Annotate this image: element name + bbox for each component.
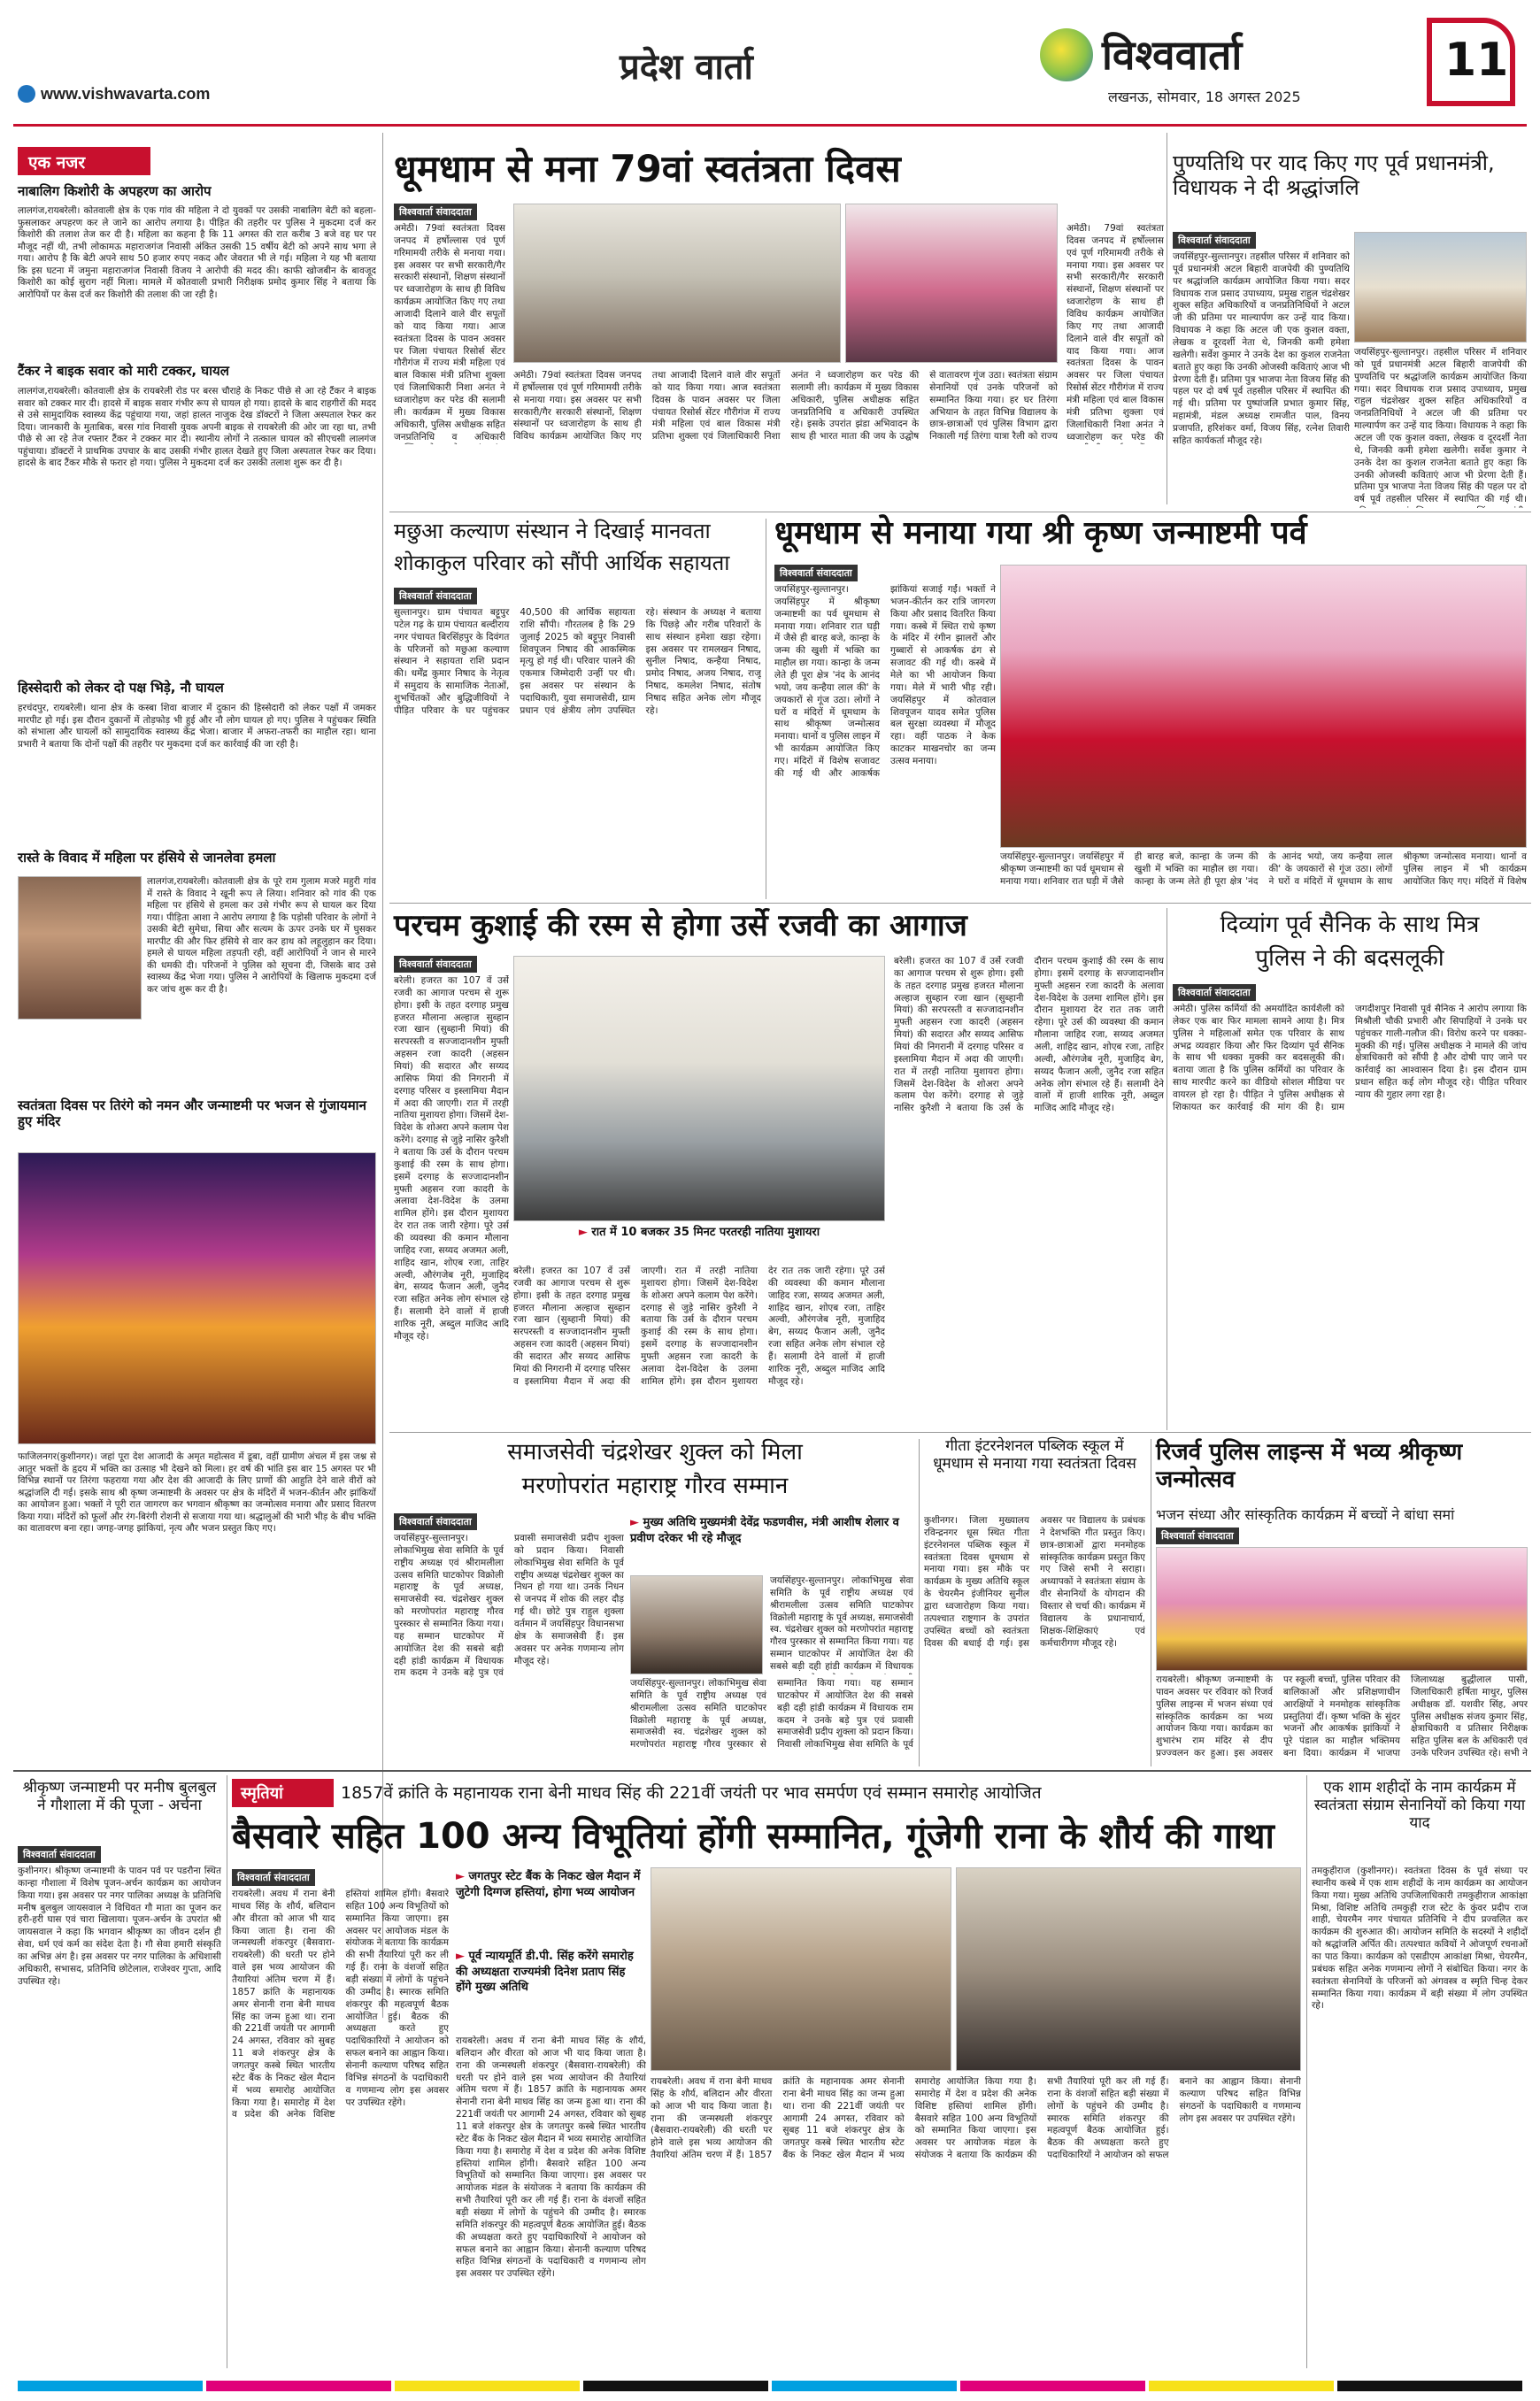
reg-swatch — [18, 2381, 203, 2391]
story8-headline: गीता इंटरनेशनल पब्लिक स्कूल में धूमधाम से मनाया गया स्वतंत्रता दिवस — [933, 1437, 1136, 1474]
left-item-4-head: रास्ते के विवाद में महिला पर हंसिये से जानलेवा हमला — [18, 850, 276, 866]
smritiyan-col-c: रायबरेली। अवध में राना बेनी माधव सिंह के शौर्य, बलिदान और वीरता को आज भी याद किया जाता है। राना की जन्मस्थली शंकरपुर (बैसवारा-रायबरेली) की धरती पर होने वाले इस भव्य आयोजन की तैयारियां अंतिम चरण में हैं। 1857 क्रांति के महानायक अमर सेनानी राना बेनी माधव सिंह का जन्म हुआ था। राना की 221वीं जयंती पर आगामी 24 अगस्त, रविवार को सुबह 11 बजे शंकरपुर क्षेत्र के जगतपुर कस्बे स्थित भारतीय स्टेट बैंक के निकट खेल मैदान में भव्य समारोह आयोजित किया गया है। समारोह में देश व प्रदेश की अनेक विशिष्ट हस्तियां शामिल होंगी। बैसवारे सहित 100 अन्य विभूतियों को सम्मानित किया जाएगा। इस अवसर पर आयोजक मंडल के संयोजक ने बताया कि कार्यक्रम की सभी तैयारियां पूरी कर ली गई हैं। राना के वंशजों सहित बड़ी संख्या में लोगों के पहुंचने की उम्मीद है। स्मारक समिति शंकरपुर की महत्वपूर्ण बैठक आयोजित हुई। बैठक की अध्यक्षता करते हुए पदाधिकारियों ने आयोजन को सफल बनाने का आह्वान किया। सेनानी कल्याण परिषद सहित विभिन्न संगठनों के पदाधिकारी व गणमान्य लोग इस अवसर पर उपस्थित रहेंगे। — [651, 2076, 1301, 2161]
left-item-3-body: हरचंदपुर, रायबरेली। थाना क्षेत्र के कस्बा शिवा बाजार में दुकान की हिस्सेदारी को लेकर पक्षों में जमकर मारपीट हो गई। इस दौरान दुकानों में तोड़फोड़ भी हुई और नौ लोग घायल हो गए। पुलिस ने पहुंचकर स्थिति को संभाला और घायलों को सामुदायिक स्वास्थ्य केंद्र भेजा। बाजार में अफरा-तफरी का माहौल रहा। थाना प्रभारी ने बताया कि दोनों पक्षों की तहरीर पर मुकदमा दर्ज कर कार्रवाई की जा रही है। — [18, 703, 376, 750]
story7-divider — [919, 1439, 920, 1766]
story7-headline-2: मरणोपरांत महाराष्ट्र गौरव सम्मान — [521, 1473, 789, 1499]
story9-byline: विश्ववार्ता संवाददाता — [1156, 1528, 1239, 1544]
story5-col-b: बरेली। हजरत का 107 वें उर्से रजवी का आगाज परचम से शुरू होगा। इसी के तहत दरगाह प्रमुख हजरत मौलाना अल्हाज सुब्हान रजा खान (सुब्हानी मियां) की सरपरस्ती व सज्जादानशीन मुफ्ती अहसन रजा कादरी (अहसन मियां) की सदारत और सय्यद आसिफ मियां की निगरानी में दरगाह परिसर व इस्लामिया मैदान में अदा की जाएगी। रात में तरही नातिया मुशायरा होगा। जिसमें देश-विदेश के शोअरा अपने कलाम पेश करेंगे। दरगाह से जुड़े नासिर कुरैशी ने बताया कि उर्स के दौरान परचम कुशाई की रस्म के साथ होगा। इसमें दरगाह के सज्जादानशीन मुफ्ती अहसन रजा कादरी के अलावा देश-विदेश के उलमा शामिल होंगे। इस दौरान मुशायरा देर रात तक जारी रहेगा। पूरे उर्स की व्यवस्था की कमान मौलाना जाहिद रजा, सय्यद अजमत अली, शाहिद खान, शोएब रजा, ताहिर अल्वी, औरंगजेब नूरी, मुजाहिद बेग, सय्यद फैजान अली, जुनैद रजा सहित अनेक लोग संभाल रहे हैं। सलामी देने वालों में हाजी शारिक नूरी, अब्दुल माजिद आदि मौजूद रहे। — [513, 1266, 885, 1387]
left-divider — [382, 133, 383, 2018]
page-number: 11 — [1444, 34, 1509, 87]
left-item-2-body: लालगंज,रायबरेली। कोतवाली क्षेत्र के रायबरेली रोड पर बरस चौराहे के निकट पीछे से आ रहे टैंकर ने बाइक सवार को टक्कर मार दी। हादसे में बाइक सवार गंभीर रूप से घायल हो गया। हादसे के बाद राहगीरों की मदद से उसे सामुदायिक स्वास्थ्य केंद्र पहुंचाया गया, जहां हालत नाजुक देख डॉक्टरों ने जिला अस्पताल रेफर कर दिया। जानकारी के मुताबिक, बरस गांव निवासी युवक अपनी बाइक से रायबरेली की ओर जा रहा था, तभी पीछे से आ रहे तेज रफ्तार टैंकर ने टक्कर मार दी। स्थानीय लोगों ने तत्काल घायल को सीएचसी लालगंज पहुंचाया। डॉक्टरों ने प्राथमिक उपचार के बाद उसकी गंभीर हालत देखते हुए जिला अस्पताल रेफर कर दिया। हादसे के बाद टैंकर मौके से फरार हो गया। पुलिस ने मुकदमा दर्ज कर उसकी तलाश शुरू कर दी है। — [18, 386, 376, 469]
story11-body: तमकुहीराज (कुशीनगर)। स्वतंत्रता दिवस के पूर्व संध्या पर स्थानीय कस्बे में एक शाम शहीदों के नाम कार्यक्रम का आयोजन किया गया। मुख्य अतिथि उपजिलाधिकारी तमकुहीराज आकांक्षा मिश्रा, विशिष्ट अतिथि तमकुही राज स्टेट के कुंवर प्रदीप राज शाही, चेयरमैन नगर पंचायत प्रतिनिधि ने दीप प्रज्वलित कर कार्यक्रम की शुरुआत की। आयोजन समिति के सदस्यों ने शहीदों को श्रद्धांजलि अर्पित की। तत्पश्चात कवियों ने ओजपूर्ण रचनाओं का पाठ किया। कार्यक्रम को एसडीएम आकांक्षा मिश्रा, चेयरमैन, प्रबंधक सहित अनेक गणमान्य लोगों ने संबोधित किया। नगर के स्वतंत्रता सेनानियों के परिजनों को अंगवस्त्र व स्मृति चिन्ह देकर सम्मानित किया गया। कार्यक्रम में बड़ी संख्या में लोग उपस्थित रहे। — [1312, 1866, 1528, 2012]
reg-swatch — [1149, 2381, 1334, 2391]
paper-name: विश्ववार्ता — [1102, 31, 1243, 79]
story5-byline: विश्ववार्ता संवाददाता — [394, 956, 477, 973]
story5-photo — [513, 956, 885, 1221]
reg-swatch — [772, 2381, 957, 2391]
story3-byline: विश्ववार्ता संवाददाता — [394, 588, 477, 604]
rule-3 — [389, 1432, 1531, 1433]
story1-headline: धूमधाम से मना 79वां स्वतंत्रता दिवस — [394, 147, 901, 190]
story6-headline-1: दिव्यांग पूर्व सैनिक के साथ मित्र — [1220, 912, 1480, 938]
story1-col-c: अमेठी। 79वां स्वतंत्रता दिवस जनपद में हर्षोल्लास एवं पूर्ण गरिमामयी तरीके से मनाया गया। इस अवसर पर सभी सरकारी/गैर सरकारी संस्थानों, शिक्षण संस्थानों पर ध्वजारोहण के साथ ही विविध कार्यक्रम आयोजित किए गए तथा आजादी दिलाने वाले वीर सपूतों को याद किया गया। आज स्वतंत्रता दिवस के पावन अवसर पर जिला पंचायत रिसोर्स सेंटर गौरीगंज में राज्य मंत्री महिला एवं बाल विकास मंत्री प्रतिभा शुक्ला एवं जिलाधिकारी निशा अनंत ने ध्वजारोहण कर परेड की — [1066, 223, 1164, 442]
left-item-5-head: स्वतंत्रता दिवस पर तिरंगे को नमन और जन्माष्टमी पर भजन से गुंजायमान हुए मंदिर — [18, 1097, 366, 1129]
story7-headline-1: समाजसेवी चंद्रशेखर शुक्ल को मिला — [507, 1439, 803, 1466]
story7-pullquote — [630, 1515, 913, 1546]
globe-icon — [18, 85, 35, 103]
story9-subhead: भजन संध्या और सांस्कृतिक कार्यक्रम में बच्चों ने बांधा समां — [1156, 1506, 1455, 1523]
woman-photo — [18, 876, 142, 1020]
masthead-rule — [13, 124, 1527, 127]
story7-byline: विश्ववार्ता संवाददाता — [394, 1513, 477, 1530]
smritiyan-bullet-1-text: जगतपुर स्टेट बैंक के निकट खेल मैदान में जुटेगी दिग्गज हस्तियां, होगा भव्य आयोजन — [456, 1870, 641, 1899]
story11-headline: एक शाम शहीदों के नाम कार्यक्रम में स्वतंत्रता संग्राम सेनानियों को किया गया याद — [1313, 1779, 1526, 1833]
smritiyan-bullet-2-text: पूर्व न्यायमूर्ति डी.पी. सिंह करेंगे समारोह की अध्यक्षता राज्यमंत्री दिनेश प्रताप सिंह होंगे मुख्य अतिथि — [456, 1950, 634, 1995]
story1-photo-ceremony — [513, 204, 841, 363]
story1-col-b: अमेठी। 79वां स्वतंत्रता दिवस जनपद में हर्षोल्लास एवं पूर्ण गरिमामयी तरीके से मनाया गया। इस अवसर पर सभी सरकारी/गैर सरकारी संस्थानों, शिक्षण संस्थानों पर ध्वजारोहण के साथ ही विविध कार्यक्रम आयोजित किए गए तथा आजादी दिलाने वाले वीर सपूतों को याद किया गया। आज स्वतंत्रता दिवस के पावन अवसर पर जिला पंचायत रिसोर्स सेंटर गौरीगंज में राज्य मंत्री महिला एवं बाल विकास मंत्री प्रतिभा शुक्ला एवं जिलाधिकारी निशा अनंत ने ध्वजारोहण कर परेड की सलामी ली। कार्यक्रम में मुख्य विकास अधिकारी, पुलिस अधीक्षक सहित जनप्रतिनिधि व अधिकारी उपस्थित रहे। इसके उपरांत झंडा अभिवादन के साथ ही भारत माता की जय के उद्घोष से वातावरण गूंज उठा। स्वतंत्रता संग्राम सेनानियों एवं उनके परिजनों को सम्मानित किया गया। हर घर तिरंगा अभियान के तहत विभिन्न विद्यालय के छात्र-छात्राओं एवं पुलिस विभाग द्वारा निकाली गई तिरंगा यात्रा रैली को राज्य — [513, 370, 1058, 442]
story1-byline: विश्ववार्ता संवाददाता — [394, 204, 477, 220]
bullet-1-icon: ► — [456, 1870, 469, 1883]
story2-byline: विश्ववार्ता संवाददाता — [1173, 232, 1256, 249]
left-item-1-head: नाबालिग किशोरी के अपहरण का आरोप — [18, 183, 212, 199]
story6-body: अमेठी। पुलिस कर्मियों की अमर्यादित कार्यशैली को लेकर एक बार फिर मामला सामने आया है। मित्र पुलिस ने महिलाओं समेत एक परिवार के साथ अभद्र व्यवहार किया और फिर दिव्यांग पूर्व सैनिक के साथ भी धक्का मुक्की कर बदसलूकी की। बताया जाता है कि पुलिस कर्मियों का परिवार के साथ मारपीट करने का वीडियो सोशल मीडिया पर वायरल हो रहा है। पीड़ित ने पुलिस अधीक्षक से शिकायत कर कार्रवाई की मांग की है। ग्राम जगदीशपुर निवासी पूर्व सैनिक ने आरोप लगाया कि मिश्रौली चौकी प्रभारी और सिपाहियों ने उनके घर पहुंचकर गाली-गलौज की। विरोध करने पर धक्का-मुक्की की गई। पुलिस अधीक्षक ने मामले की जांच क्षेत्राधिकारी को सौंपी है और दोषी पाए जाने पर कार्रवाई का आश्वासन दिया है। इस दौरान ग्राम प्रधान सहित कई लोग मौजूद रहे। पीड़ित परिवार न्याय की गुहार लगा रहा है। — [1173, 1004, 1527, 1112]
left-item-3-head: हिस्सेदारी को लेकर दो पक्ष भिड़े, नौ घायल — [18, 680, 224, 696]
story2-photo — [1354, 232, 1527, 342]
rule-2 — [389, 903, 1531, 904]
smritiyan-photo-1 — [651, 1867, 951, 2071]
story1-photo-women — [845, 204, 1058, 363]
story3-headline-2: शोकाकुल परिवार को सौंपी आर्थिक सहायता — [394, 550, 730, 575]
story5-headline: परचम कुशाई की रस्म से होगा उर्से रजवी का आगाज — [394, 908, 967, 943]
smritiyan-divider — [1306, 1775, 1307, 2368]
story7-photo — [630, 1575, 763, 1674]
smritiyan-kicker: 1857वें क्रांति के महानायक राना बेनी माधव सिंह की 221वीं जयंती पर भाव समर्पण एवं सम्मान समारोह आयोजित — [341, 1783, 1042, 1803]
story5-col-a: बरेली। हजरत का 107 वें उर्से रजवी का आगाज परचम से शुरू होगा। इसी के तहत दरगाह प्रमुख हजरत मौलाना अल्हाज सुब्हान रजा खान (सुब्हानी मियां) की सरपरस्ती व सज्जादानशीन मुफ्ती अहसन रजा कादरी (अहसन मियां) की सदारत और सय्यद आसिफ मियां की निगरानी में दरगाह परिसर व इस्लामिया मैदान में अदा की जाएगी। रात में तरही नातिया मुशायरा होगा। जिसमें देश-विदेश के शोअरा अपने कलाम पेश करेंगे। दरगाह से जुड़े नासिर कुरैशी ने बताया कि उर्स के दौरान परचम कुशाई की रस्म के साथ होगा। इसमें दरगाह के सज्जादानशीन मुफ्ती अहसन रजा कादरी के अलावा देश-विदेश के उलमा शामिल होंगे। इस दौरान मुशायरा देर रात तक जारी रहेगा। पूरे उर्स की व्यवस्था की कमान मौलाना जाहिद रजा, सय्यद अजमत अली, शाहिद खान, शोएब रजा, ताहिर अल्वी, औरंगजेब नूरी, मुजाहिद बेग, सय्यद फैजान अली, जुनैद रजा सहित अनेक लोग संभाल रहे हैं। सलामी देने वालों में हाजी शारिक नूरी, अब्दुल माजिद आदि मौजूद रहे। — [394, 975, 509, 1342]
story7-col-b: जयसिंहपुर-सुल्तानपुर। लोकाभिमुख सेवा समिति के पूर्व राष्ट्रीय अध्यक्ष एवं श्रीरामलीला उत्सव समिति घाटकोपर विक्रोली महाराष्ट्र के पूर्व अध्यक्ष, समाजसेवी स्व. चंद्रशेखर शुक्ल को मरणोपरांत महाराष्ट्र गौरव पुरस्कार से सम्मानित किया गया। यह सम्मान घाटकोपर में आयोजित देश की सबसे बड़ी दही हांडी कार्यक्रम में विधायक राम कदम ने उनके बड़े पुत्र एवं प्रवासी समाजसेवी प्रदीप शुक्ला को प्रदान किया। निवासी लोकाभिमुख सेवा समिति के पूर्व — [630, 1678, 913, 1751]
dateline: लखनऊ, सोमवार, 18 अगस्त 2025 — [1108, 88, 1301, 105]
story10-headline: श्रीकृष्ण जन्माष्टमी पर मनीष बुलबुल ने गौशाला में की पूजा - अर्चना — [22, 1779, 217, 1815]
story2-body-b: जयसिंहपुर-सुल्तानपुर। तहसील परिसर में शनिवार को पूर्व प्रधानमंत्री अटल बिहारी वाजपेयी की पुण्यतिथि पर श्रद्धांजलि कार्यक्रम आयोजित किया गया। सदर विधायक राज प्रसाद उपाध्याय, प्रमुख राहुल चंद्रशेखर शुक्ल सहित अधिकारियों व जनप्रतिनिधियों ने अटल जी की प्रतिमा पर माल्यार्पण कर उन्हें याद किया। विधायक ने कहा कि अटल जी एक कुशल वक्ता, लेखक व दूरदर्शी नेता थे, जिनकी कमी हमेशा खलेगी। सर्वेश कुमार ने उनके देश का कुशल राजनेता बताते हुए कहा कि उनकी ओजस्वी कविताएं आज भी प्रेरणा देती हैं। प्रतिमा पुत्र भाजपा नेता विजय सिंह की पहल पर दो वर्ष पूर्व तहसील परिसर में स्थापित की गई थी। — [1354, 347, 1527, 505]
story8-body: कुशीनगर। जिला मुख्यालय रविन्द्रनगर धूस स्थित गीता इंटरनेशनल पब्लिक स्कूल में स्वतंत्रता दिवस धूमधाम से मनाया गया। इस मौके पर कार्यक्रम के मुख्य अतिथि स्कूल के चेयरमैन इंजीनियर सुनील द्वारा ध्वजारोहण किया गया। तत्पश्चात राष्ट्रगान के उपरांत उपस्थित बच्चों को स्वतंत्रता दिवस की बधाई दी गई। इस अवसर पर विद्यालय के प्रबंधक ने देशभक्ति गीत प्रस्तुत किए। छात्र-छात्राओं द्वारा मनमोहक सांस्कृतिक कार्यक्रम प्रस्तुत किए गए जिसे सभी ने सराहा। अध्यापकों ने स्वतंत्रता संग्राम के वीर सेनानियों के योगदान की विस्तार से चर्चा की। कार्यक्रम में विद्यालय के प्रधानाचार्य, शिक्षक-शिक्षिकाएं एवं कर्मचारीगण मौजूद रहे। — [924, 1515, 1145, 1649]
reg-swatch — [1337, 2381, 1522, 2391]
story7-col-c: जयसिंहपुर-सुल्तानपुर। लोकाभिमुख सेवा समिति के पूर्व राष्ट्रीय अध्यक्ष एवं श्रीरामलीला उत्सव समिति घाटकोपर विक्रोली महाराष्ट्र के पूर्व अध्यक्ष, समाजसेवी स्व. चंद्रशेखर शुक्ल को मरणोपरांत महाराष्ट्र गौरव पुरस्कार से सम्मानित किया गया। यह सम्मान घाटकोपर में आयोजित देश की सबसे बड़ी दही हांडी कार्यक्रम में विधायक — [770, 1575, 913, 1673]
smritiyan-col-a: रायबरेली। अवध में राना बेनी माधव सिंह के शौर्य, बलिदान और वीरता को आज भी याद किया जाता है। राना की जन्मस्थली शंकरपुर (बैसवारा-रायबरेली) की धरती पर होने वाले इस भव्य आयोजन की तैयारियां अंतिम चरण में हैं। 1857 क्रांति के महानायक अमर सेनानी राना बेनी माधव सिंह का जन्म हुआ था। राना की 221वीं जयंती पर आगामी 24 अगस्त, रविवार को सुबह 11 बजे शंकरपुर क्षेत्र के जगतपुर कस्बे स्थित भारतीय स्टेट बैंक के निकट खेल मैदान में भव्य समारोह आयोजित किया गया है। समारोह में देश व प्रदेश की अनेक विशिष्ट हस्तियां शामिल होंगी। बैसवारे सहित 100 अन्य विभूतियों को सम्मानित किया जाएगा। इस अवसर पर आयोजक मंडल के संयोजक ने बताया कि कार्यक्रम की सभी तैयारियां पूरी कर ली गई हैं। राना के वंशजों सहित बड़ी संख्या में लोगों के पहुंचने की उम्मीद है। स्मारक समिति शंकरपुर की महत्वपूर्ण बैठक आयोजित हुई। बैठक की अध्यक्षता करते हुए पदाधिकारियों ने आयोजन को सफल बनाने का आह्वान किया। सेनानी कल्याण परिषद सहित विभिन्न संगठनों के पदाधिकारी व गणमान्य लोग इस अवसर पर उपस्थित रहेंगे। — [232, 1889, 449, 2120]
left-item-1-body: लालगंज,रायबरेली। कोतवाली क्षेत्र के एक गांव की महिला ने दो युवकों पर उसकी नाबालिग बेटी को बहला-फुसलाकर अपहरण कर ले जाने का आरोप लगाया है। पीड़ित की तहरीर पर पुलिस ने मुकदमा दर्ज कर किशोरी की तलाश तेज कर दी है। महिला का कहना है कि 11 अगस्त की रात करीब 3 बजे वह घर पर मौजूद नहीं थी, तभी लोकामऊ महाराजगंज निवासी अंकित उसकी 15 वर्षीय बेटी को अपने साथ भगा ले गया। आरोप है कि बेटी अपने साथ 50 हजार रुपए नकद और जेवरात भी ले गई। महिला ने यह भी बताया कि इस घटना में जमुना महाराजगंज निवासी विजय ने आरोपी की मदद की। काफी खोजबीन के बावजूद किशोरी का कोई सुराग नहीं मिला। मामले में कोतवाली प्रभारी निरीक्षक प्रमोद कुमार सिंह ने बताया कि आरोपियों पर केस दर्ज कर किशोरी की तलाश की जा रही है। — [18, 205, 376, 300]
story4-headline: धूमधाम से मनाया गया श्री कृष्ण जन्माष्टमी पर्व — [774, 515, 1307, 551]
story3-body: सुल्तानपुर। ग्राम पंचायत बट्टूपुर पटेल गढ़ के ग्राम पंचायत बल्दीराय नगर पंचायत बिरसिंहपुर के दिवंगत के परिजनों को मछुआ कल्याण संस्थान ने सहायता राशि प्रदान की। धर्मेंद्र कुमार निषाद के नेतृत्व में समुदाय के सामाजिक नेताओं, शुभचिंतकों और बुद्धिजीवियों ने पीड़ित परिवार के घर पहुंचकर 40,500 की आर्थिक सहायता राशि सौंपी। गौरतलब है कि 29 जुलाई 2025 को बट्टूपुर निवासी शिवपूजन निषाद की आकस्मिक मृत्यु हो गई थी। परिवार पालने की एकमात्र जिम्मेदारी उन्हीं पर थी। इस अवसर पर संस्थान के पदाधिकारी, युवा समाजसेवी, ग्राम प्रधान एवं क्षेत्रीय लोग उपस्थित रहे। संस्थान के अध्यक्ष ने बताया कि पिछड़े और गरीब परिवारों के साथ संस्थान हमेशा खड़ा रहेगा। इस अवसर पर रामलखन निषाद, सुनील निषाद, कन्हैया निषाद, प्रमोद निषाद, अजय निषाद, राजू निषाद, कमलेश निषाद, संतोष निषाद सहित अनेक लोग मौजूद रहे। — [394, 607, 761, 716]
reg-swatch — [395, 2381, 580, 2391]
temple-photo — [18, 1152, 376, 1444]
caption-bullet-icon: ► — [578, 1226, 592, 1239]
ek-nazar-label: एक नजर — [18, 147, 150, 175]
reg-swatch — [960, 2381, 1145, 2391]
story4-byline: विश्ववार्ता संवाददाता — [774, 565, 858, 581]
story9-photo — [1156, 1547, 1528, 1671]
story4-body-b: जयसिंहपुर-सुल्तानपुर। जयसिंहपुर में श्रीकृष्ण जन्माष्टमी का पर्व धूमधाम से मनाया गया। शनिवार रात घड़ी में जैसे ही बारह बजे, कान्हा के जन्म की खुशी में भक्ति का माहौल छा गया। कान्हा के जन्म लेते ही पूरा क्षेत्र 'नंद के आनंद भयो, जय कन्हैया लाल की' के जयकारों से गूंज उठा। लोगों ने घरों व मंदिरों में धूमधाम के साथ श्रीकृष्ण जन्मोत्सव मनाया। थानों व पुलिस लाइन में भी कार्यक्रम आयोजित किए गए। मंदिरों में विशेष — [1000, 851, 1527, 887]
bullet-2-icon: ► — [456, 1950, 469, 1963]
reg-swatch — [206, 2381, 391, 2391]
rule-4 — [13, 1770, 1531, 1772]
story7-pull-text: मुख्य अतिथि मुख्यमंत्री देवेंद्र फडणवीस, मंत्री आशीष शेलार व प्रवीण दरेकर भी रहे मौजूद — [630, 1516, 899, 1545]
story4-body: जयसिंहपुर-सुल्तानपुर। जयसिंहपुर में श्रीकृष्ण जन्माष्टमी का पर्व धूमधाम से मनाया गया। शनिवार रात घड़ी में जैसे ही बारह बजे, कान्हा के जन्म की खुशी में भक्ति का माहौल छा गया। कान्हा के जन्म लेते ही पूरा क्षेत्र 'नंद के आनंद भयो, जय कन्हैया लाल की' के जयकारों से गूंज उठा। लोगों ने घरों व मंदिरों में धूमधाम के साथ श्रीकृष्ण जन्मोत्सव मनाया। थानों व पुलिस लाइन में भी कार्यक्रम आयोजित किए गए। मंदिरों में विशेष सजावट की गई थी और आकर्षक झांकियां सजाई गईं। भक्तों ने भजन-कीर्तन कर रात्रि जागरण किया और प्रसाद वितरित किया गया। कस्बे में स्थित राधे कृष्ण के मंदिर में रंगीन झालरों और गुब्बारों से आकर्षक ढंग से सजावट की गई थी। कस्बे में मेले का भी आयोजन किया गया। मेले में भारी भीड़ रही। जयसिंहपुर में कोतवाल शिवपूजन यादव समेत पुलिस बल सुरक्षा व्यवस्था में मौजूद रहा। वहीं पाठक ने केक काटकर माखनचोर का जन्म उत्सव मनाया। — [774, 584, 996, 779]
left-item-2-head: टैंकर ने बाइक सवार को मारी टक्कर, घायल — [18, 363, 229, 379]
story10-byline: विश्ववार्ता संवाददाता — [18, 1846, 101, 1863]
story2-body: जयसिंहपुर-सुल्तानपुर। तहसील परिसर में शनिवार को पूर्व प्रधानमंत्री अटल बिहारी वाजपेयी की पुण्यतिथि पर श्रद्धांजलि कार्यक्रम आयोजित किया गया। सदर विधायक राज प्रसाद उपाध्याय, प्रमुख राहुल चंद्रशेखर शुक्ल सहित अधिकारियों व जनप्रतिनिधियों ने अटल जी की प्रतिमा पर माल्यार्पण कर उन्हें याद किया। विधायक ने कहा कि अटल जी एक कुशल वक्ता, लेखक व दूरदर्शी नेता थे, जिनकी कमी हमेशा खलेगी। सर्वेश कुमार ने उनके देश का कुशल राजनेता बताते हुए कहा कि उनकी ओजस्वी कविताएं आज भी प्रेरणा देती हैं। प्रतिमा पुत्र भाजपा नेता विजय सिंह की पहल पर दो वर्ष पूर्व तहसील परिसर में स्थापित की गई थी। प्रतिमा पर पुष्पांजलि प्रभात कुमार सिंह, महामंत्री, मंडल अध्यक्ष रामजीत पाल, विनय प्रजापति, हरिशंकर वर्मा, विजय सिंह, रत्नेश तिवारी सहित कार्यकर्ता मौजूद रहे। — [1173, 251, 1350, 446]
masthead — [0, 0, 1540, 119]
story3-headline-1: मछुआ कल्याण संस्थान ने दिखाई मानवता — [394, 519, 711, 543]
smritiyan-byline: विश्ववार्ता संवाददाता — [232, 1869, 315, 1886]
website-url[interactable]: www.vishwavarta.com — [41, 85, 211, 103]
pull-bullet-icon: ► — [630, 1516, 643, 1529]
story4-photo — [1000, 565, 1527, 848]
story5-col-c: बरेली। हजरत का 107 वें उर्से रजवी का आगाज परचम से शुरू होगा। इसी के तहत दरगाह प्रमुख हजरत मौलाना अल्हाज सुब्हान रजा खान (सुब्हानी मियां) की सरपरस्ती व सज्जादानशीन मुफ्ती अहसन रजा कादरी (अहसन मियां) की सदारत और सय्यद आसिफ मियां की निगरानी में दरगाह परिसर व इस्लामिया मैदान में अदा की जाएगी। रात में तरही नातिया मुशायरा होगा। जिसमें देश-विदेश के शोअरा अपने कलाम पेश करेंगे। दरगाह से जुड़े नासिर कुरैशी ने बताया कि उर्स के दौरान परचम कुशाई की रस्म के साथ होगा। इसमें दरगाह के सज्जादानशीन मुफ्ती अहसन रजा कादरी के अलावा देश-विदेश के उलमा शामिल होंगे। इस दौरान मुशायरा देर रात तक जारी रहेगा। पूरे उर्स की व्यवस्था की कमान मौलाना जाहिद रजा, सय्यद अजमत अली, शाहिद खान, शोएब रजा, ताहिर अल्वी, औरंगजेब नूरी, मुजाहिद बेग, सय्यद फैजान अली, जुनैद रजा सहित अनेक लोग संभाल रहे हैं। सलामी देने वालों में हाजी शारिक नूरी, अब्दुल माजिद आदि मौजूद रहे। — [894, 956, 1164, 1114]
story9-headline: रिजर्व पुलिस लाइन्स में भव्य श्रीकृष्ण जन्मोत्सव — [1156, 1439, 1463, 1493]
smritiyan-col-b: रायबरेली। अवध में राना बेनी माधव सिंह के शौर्य, बलिदान और वीरता को आज भी याद किया जाता है। राना की जन्मस्थली शंकरपुर (बैसवारा-रायबरेली) की धरती पर होने वाले इस भव्य आयोजन की तैयारियां अंतिम चरण में हैं। 1857 क्रांति के महानायक अमर सेनानी राना बेनी माधव सिंह का जन्म हुआ था। राना की 221वीं जयंती पर आगामी 24 अगस्त, रविवार को सुबह 11 बजे शंकरपुर क्षेत्र के जगतपुर कस्बे स्थित भारतीय स्टेट बैंक के निकट खेल मैदान में भव्य समारोह आयोजित किया गया है। समारोह में देश व प्रदेश की अनेक विशिष्ट हस्तियां शामिल होंगी। बैसवारे सहित 100 अन्य विभूतियों को सम्मानित किया जाएगा। इस अवसर पर आयोजक मंडल के संयोजक ने बताया कि कार्यक्रम की सभी तैयारियां पूरी कर ली गई हैं। राना के वंशजों सहित बड़ी संख्या में लोगों के पहुंचने की उम्मीद है। स्मारक समिति शंकरपुर की महत्वपूर्ण बैठक आयोजित हुई। बैठक की अध्यक्षता करते हुए पदाधिकारियों ने आयोजन को सफल बनाने का आह्वान किया। सेनानी कल्याण परिषद सहित विभिन्न संगठनों के पदाधिकारी व गणमान्य लोग इस अवसर पर उपस्थित रहेंगे। — [456, 2035, 646, 2280]
story7-col-a: जयसिंहपुर-सुल्तानपुर। लोकाभिमुख सेवा समिति के पूर्व राष्ट्रीय अध्यक्ष एवं श्रीरामलीला उत्सव समिति घाटकोपर विक्रोली महाराष्ट्र के पूर्व अध्यक्ष, समाजसेवी स्व. चंद्रशेखर शुक्ल को मरणोपरांत महाराष्ट्र गौरव पुरस्कार से सम्मानित किया गया। यह सम्मान घाटकोपर में आयोजित देश की सबसे बड़ी दही हांडी कार्यक्रम में विधायक राम कदम ने उनके बड़े पुत्र एवं प्रवासी समाजसेवी प्रदीप शुक्ला को प्रदान किया। निवासी लोकाभिमुख सेवा समिति के पूर्व राष्ट्रीय अध्यक्ष चंद्रशेखर शुक्ल का निधन हो गया था। उनके निधन से जनपद में शोक की लहर दौड़ गई थी। छोटे पुत्र राहुल शुक्ला वर्तमान में जयसिंहपुर विधानसभा क्षेत्र के समाजसेवी हैं। इस अवसर पर अनेक गणमान्य लोग मौजूद रहे। — [394, 1533, 624, 1679]
story5-photo-caption — [513, 1225, 885, 1260]
smritiyan-photo-2 — [956, 1867, 1301, 2071]
logo-icon — [1040, 28, 1093, 81]
reg-swatch — [583, 2381, 768, 2391]
smritiyan-bullet-2 — [456, 1949, 642, 1996]
story6-headline-2: पुलिस ने की बदसलूकी — [1255, 945, 1444, 972]
section-title: प्रदेश वार्ता — [620, 47, 753, 88]
story6-byline: विश्ववार्ता संवाददाता — [1173, 984, 1256, 1001]
left-item-5-body: फाजिलनगर(कुशीनगर)। जहां पूरा देश आजादी के अमृत महोत्सव में डूबा, वहीं ग्रामीण अंचल में इस जश्न से आतुर भक्तों के हृदय में भक्ति का उत्साह भी देखने को मिला। हर वर्ष की भांति इस बार 15 अगस्त पर भी विभिन्न स्थानों पर तिरंगा फहराया गया और देश की आजादी के लिए प्राणों की आहुति देने वाले वीरों को श्रद्धांजलि दी गई। इसके साथ श्री कृष्ण जन्माष्टमी के अवसर पर क्षेत्र के मंदिरों में भजन-कीर्तन और झांकियों का आयोजन हुआ। भक्तों ने पूरी रात जागरण कर भगवान श्रीकृष्ण का जन्मोत्सव मनाया और प्रसाद वितरण किया गया। मंदिरों को फूलों और रंग-बिरंगी रोशनी से सजाया गया था। श्रद्धालुओं की भारी भीड़ के बीच भक्ति का वातावरण बना रहा। जगह-जगह झांकियां, नृत्य और भजन प्रस्तुत किए गए। — [18, 1451, 376, 1535]
smritiyan-headline: बैसवारे सहित 100 अन्य विभूतियां होंगी सम्मानित, गूंजेगी राना के शौर्य की गाथा — [232, 1816, 1274, 1857]
left-item-4-body: लालगंज,रायबरेली। कोतवाली क्षेत्र के पूरे राम गुलाम मजरे महुरी गांव में रास्ते के विवाद ने खूनी रूप ले लिया। शनिवार को गांव की एक महिला पर हंसिये से हमला कर उसे गंभीर रूप से घायल कर दिया गया। पीड़िता आशा ने आरोप लगाया है कि पड़ोसी परिवार के लोगों ने उसकी बेटी सुमेधा, सिया और सत्यम के ऊपर उनके घर में घुसकर मारपीट की और फिर हंसिये से वार कर हाथ को लहूलुहान कर दिया। हमले से घायल महिला तड़पती रही, वहीं आरोपियों ने जान से मारने की धमकी दी। परिजनों ने पुलिस को सूचना दी, जिसके बाद उसे स्वास्थ्य केंद्र भेजा गया। पुलिस ने आरोपियों के खिलाफ मुकदमा दर्ज कर जांच शुरू कर दी है। — [147, 876, 376, 995]
registration-bar — [18, 2381, 1522, 2391]
story5-caption-text: रात में 10 बजकर 35 मिनट परतरही नातिया मुशायरा — [591, 1226, 820, 1239]
story10-body: कुशीनगर। श्रीकृष्ण जन्माष्टमी के पावन पर्व पर पडरौना स्थित कान्हा गौशाला में विशेष पूजन-अर्चन कार्यक्रम का आयोजन किया गया। इस अवसर पर नगर पालिका अध्यक्ष के प्रतिनिधि मनीष बुलबुल जायसवाल ने विधिवत गौ माता का पूजन कर हरी-हरी घास एवं चारा खिलाया। पूजन-अर्चन के उपरांत श्री जायसवाल ने कहा कि भगवान श्रीकृष्ण का जीवन दर्शन ही सेवा, धर्म एवं कर्म का संदेश देता है। गौ सेवा हमारी संस्कृति का अभिन्न अंग है। इस अवसर पर नगर पालिका के अधिशासी अधिकारी, सभासद, प्रतिनिधि छोटेलाल, राजेश्वर गुप्ता, आदि उपस्थित रहे। — [18, 1866, 221, 1987]
smritiyan-label: स्मृतियां — [232, 1779, 334, 1807]
story1-col-a: अमेठी। 79वां स्वतंत्रता दिवस जनपद में हर्षोल्लास एवं पूर्ण गरिमामयी तरीके से मनाया गया। इस अवसर पर सभी सरकारी/गैर सरकारी संस्थानों, शिक्षण संस्थानों पर ध्वजारोहण के साथ ही विविध कार्यक्रम आयोजित किए गए तथा आजादी दिलाने वाले वीर सपूतों को याद किया गया। आज स्वतंत्रता दिवस के पावन अवसर पर जिला पंचायत रिसोर्स सेंटर गौरीगंज में राज्य मंत्री महिला एवं बाल विकास मंत्री प्रतिभा शुक्ला एवं जिलाधिकारी निशा अनंत ने ध्वजारोहण कर परेड की सलामी ली। कार्यक्रम में मुख्य विकास अधिकारी, पुलिस अधीक्षक सहित जनप्रतिनिधि व अधिकारी — [394, 223, 505, 442]
smritiyan-bullet-1 — [456, 1869, 642, 1900]
story9-body: रायबरेली। श्रीकृष्ण जन्माष्टमी के पावन अवसर पर रविवार को रिजर्व पुलिस लाइन्स में भजन संध्या एवं सांस्कृतिक कार्यक्रम का भव्य आयोजन किया गया। कार्यक्रम का शुभारंभ राम मंदिर से दीप प्रज्ज्वलन कर हुआ। इस अवसर पर स्कूली बच्चों, पुलिस परिवार की बालिकाओं और प्रशिक्षणाधीन आरक्षियों ने मनमोहक सांस्कृतिक प्रस्तुतियां दीं। कृष्ण भक्ति के सुंदर भजनों और आकर्षक झांकियों ने पूरे पंडाल का माहौल भक्तिमय बना दिया। कार्यक्रम में भाजपा जिलाध्यक्ष बुद्धीलाल पासी, जिलाधिकारी हर्षिता माथुर, पुलिस अधीक्षक डॉ. यशवीर सिंह, अपर पुलिस अधीक्षक संजय कुमार सिंह, क्षेत्राधिकारी व प्रतिसार निरीक्षक सहित पुलिस बल के अधिकारी एवं उनके परिजन उपस्थित रहे। सभी ने — [1156, 1674, 1528, 1759]
story2-headline: पुण्यतिथि पर याद किए गए पूर्व प्रधानमंत्री, विधायक ने दी श्रद्धांजलि — [1173, 150, 1495, 201]
